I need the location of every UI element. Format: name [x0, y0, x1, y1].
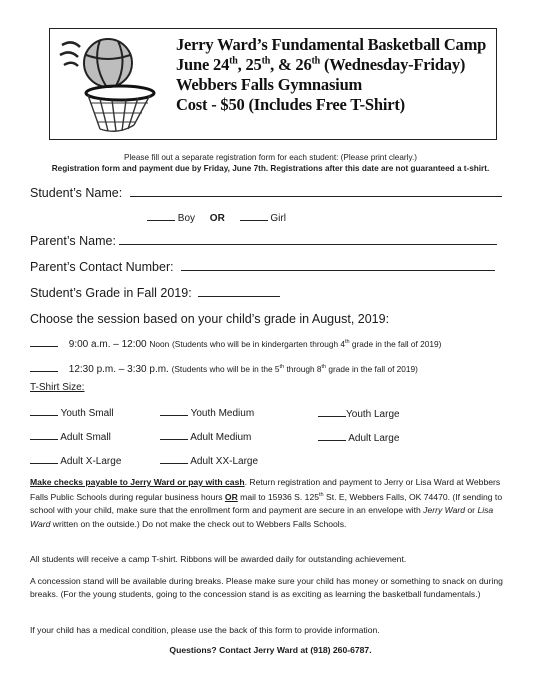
- parent-name-field[interactable]: [30, 234, 497, 248]
- student-name-field[interactable]: [30, 186, 502, 200]
- tshirt-heading: T-Shirt Size:: [30, 382, 85, 393]
- boy-label: Boy: [177, 213, 196, 224]
- contact-footer: Questions? Contact Jerry Ward at (918) 260-6787.: [169, 645, 372, 655]
- camp-cost: Cost - $50 (Includes Free T-Shirt): [176, 95, 405, 114]
- afternoon-blank[interactable]: [30, 362, 58, 372]
- parent-contact-field[interactable]: [30, 260, 495, 274]
- size-adult-large[interactable]: Adult Large: [318, 431, 399, 444]
- or-label: OR: [209, 213, 225, 224]
- morning-blank[interactable]: [30, 337, 58, 347]
- gender-choice: [147, 211, 286, 224]
- parent-contact-line[interactable]: [181, 260, 495, 271]
- size-youth-medium[interactable]: Youth Medium: [160, 406, 254, 419]
- girl-blank[interactable]: [240, 211, 268, 221]
- morning-session: 9:00 a.m. – 12:00 Noon (Students who will be in kindergarten through 4th grade in the fall of 2019): [30, 337, 441, 350]
- student-name-label: Student’s Name:: [30, 186, 123, 200]
- due-date-note: Registration form and payment due by Friday, June 7th. Registrations after this date are not guaranteed a t-shirt.: [51, 164, 490, 173]
- concession-note: A concession stand will be available during breaks. Please make sure your child has money or something to snack on during breaks. (For the young students, going to the concession stand is as exciting as learning the basketball fundamentals.): [30, 576, 503, 600]
- parent-name-label: Parent’s Name:: [30, 234, 116, 248]
- session-heading: Choose the session based on your child’s grade in August, 2019:: [30, 312, 390, 326]
- tshirt-note: All students will receive a camp T-shirt. Ribbons will be awarded daily for outstanding achievement.: [30, 554, 407, 564]
- grade-line[interactable]: [198, 286, 280, 297]
- size-adult-xlarge[interactable]: Adult X-Large: [30, 454, 121, 467]
- medical-note: If your child has a medical condition, please use the back of this form to provide information.: [30, 625, 380, 635]
- size-youth-small[interactable]: Youth Small: [30, 406, 114, 419]
- size-adult-xxlarge[interactable]: Adult XX-Large: [160, 454, 258, 467]
- camp-title: Jerry Ward’s Fundamental Basketball Camp: [176, 35, 487, 54]
- girl-label: Girl: [270, 213, 286, 224]
- afternoon-session: 12:30 p.m. – 3:30 p.m. (Students who will be in the 5th through 8th grade in the fall of 2019): [30, 362, 418, 375]
- basketball-hoop-icon: [56, 33, 164, 137]
- payment-instructions: Make checks payable to Jerry Ward or pay with cash. Return registration and payment to Jerry or Lisa Ward at Webbers Falls Public Schools during regular business hours OR mail to 15936 S. 125th St. E, Webbers Falls, OK 74470. (If sending to school with your child, make sure that the enrollment form and payment are secure in an envelope with Jerry Ward or Lisa Ward written on the outside.) Do not make the check out to Webbers Falls Schools.: [30, 477, 503, 529]
- size-youth-large[interactable]: Youth Large: [318, 407, 400, 420]
- grade-field[interactable]: [30, 286, 280, 300]
- camp-dates: June 24th, 25th, & 26th (Wednesday-Friday): [176, 55, 466, 74]
- student-name-line[interactable]: [130, 186, 502, 197]
- size-adult-small[interactable]: Adult Small: [30, 430, 111, 443]
- boy-blank[interactable]: [147, 211, 175, 221]
- parent-name-line[interactable]: [119, 234, 497, 245]
- size-adult-medium[interactable]: Adult Medium: [160, 430, 251, 443]
- camp-location: Webbers Falls Gymnasium: [176, 75, 363, 94]
- camp-header: [49, 28, 497, 140]
- fill-instructions: Please fill out a separate registration form for each student: (Please print clearly.): [124, 153, 417, 162]
- grade-label: Student’s Grade in Fall 2019:: [30, 286, 192, 300]
- parent-contact-label: Parent’s Contact Number:: [30, 260, 174, 274]
